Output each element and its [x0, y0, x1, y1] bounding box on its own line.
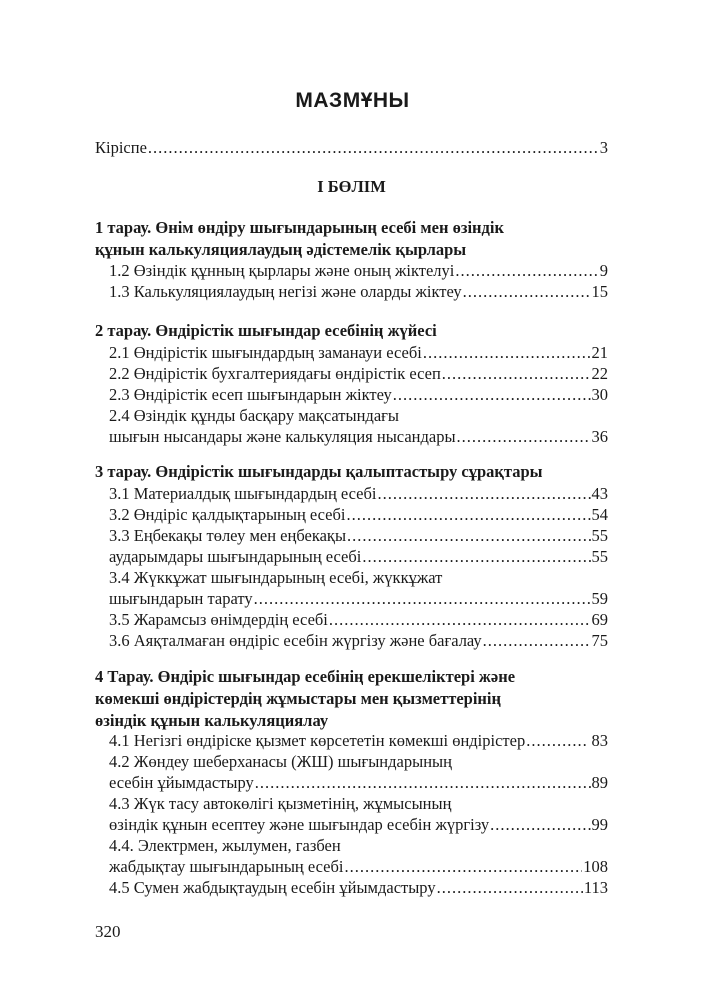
toc-entry-page: 75	[591, 631, 608, 650]
dot-leader	[377, 483, 590, 505]
toc-entry-page: 9	[599, 261, 608, 280]
toc-entry-label: өзіндік құнын есептеу және шығындар есебін жүргізу	[109, 815, 490, 834]
toc-entry-label: 3.3 Еңбекақы төлеу мен еңбекақы	[109, 526, 347, 545]
dot-leader	[393, 384, 591, 406]
chapter-heading-line: өзіндік құнын калькуляциялау	[95, 711, 329, 730]
toc-entry[interactable]	[109, 281, 608, 303]
toc-entry-label: 3.5 Жарамсыз өнімдердің есебі	[109, 610, 328, 629]
toc-entry-page: 99	[591, 815, 608, 834]
toc-entry-page: 15	[591, 282, 608, 301]
dot-leader	[463, 281, 591, 303]
chapter-heading-line: 4 Тарау. Өндіріс шығындар есебінің ерекшеліктері және	[95, 667, 516, 686]
toc-entry[interactable]	[109, 260, 608, 282]
toc-entry-page: 3	[599, 138, 608, 157]
toc-entry-page: 55	[591, 547, 608, 566]
toc-entry-page: 83	[587, 731, 608, 750]
toc-entry-page: 22	[591, 364, 608, 383]
toc-entry[interactable]	[109, 483, 608, 505]
toc-entry[interactable]	[109, 588, 608, 610]
toc-entry-label: Кіріспе	[95, 138, 147, 157]
toc-entry-label: 1.3 Калькуляциялаудың негізі және оларды жіктеу	[109, 282, 462, 301]
toc-entry-label: есебін ұйымдастыру	[109, 773, 254, 792]
toc-entry-label: 4.4. Электрмен, жылумен, газбен	[109, 836, 341, 855]
toc-entry-label: 4.1 Негізгі өндіріске қызмет көрсететін көмекші өндірістер	[109, 731, 526, 750]
chapter-heading-line: 1 тарау. Өнім өндіру шығындарының есебі мен өзіндік	[95, 218, 504, 237]
toc-entry-label: 3.4 Жүккұжат шығындарының есебі, жүккұжат	[109, 568, 443, 587]
toc-entry-label: 3.2 Өндіріс қалдықтарының есебі	[109, 505, 346, 524]
dot-leader	[442, 363, 591, 385]
dot-leader	[437, 877, 583, 899]
toc-entry-page: 89	[591, 773, 608, 792]
toc-entry[interactable]	[109, 609, 608, 631]
toc-entry-label: 1.2 Өзіндік құнның қырлары және оның жіктелуі	[109, 261, 455, 280]
toc-entry[interactable]	[109, 856, 608, 878]
dot-leader	[329, 609, 591, 631]
dot-leader	[455, 260, 598, 282]
chapter-heading[interactable]	[95, 217, 608, 261]
toc-entry[interactable]	[109, 751, 608, 773]
toc-entry-label: 2.3 Өндірістік есеп шығындарын жіктеу	[109, 385, 392, 404]
toc-entry-label: 4.5 Сумен жабдықтаудың есебін ұйымдастыру	[109, 878, 436, 897]
dot-leader	[490, 814, 590, 836]
toc-entry-label: 2.4 Өзіндік құнды басқару мақсатындағы	[109, 406, 399, 425]
chapter-heading-line: 2 тарау. Өндірістік шығындар есебінің жүйесі	[95, 321, 437, 340]
toc-entry[interactable]	[109, 342, 608, 364]
toc-entry-page: 36	[591, 427, 608, 446]
toc-entry[interactable]	[109, 504, 608, 526]
toc-entry-page: 54	[591, 505, 608, 524]
toc-entry[interactable]	[109, 835, 608, 857]
chapter-heading-line: көмекші өндірістердің жұмыстары мен қызметтерінің	[95, 689, 502, 708]
toc-entry-page: 59	[591, 589, 608, 608]
toc-entry-page: 43	[591, 484, 608, 503]
page-title: МАЗМҰНЫ	[295, 89, 410, 112]
dot-leader	[457, 426, 591, 448]
toc-entry-label: аударымдары шығындарының есебі	[109, 547, 362, 566]
toc-entry-label: 2.2 Өндірістік бухгалтериядағы өндірістік есеп	[109, 364, 441, 383]
toc-entry-page: 21	[591, 343, 608, 362]
dot-leader	[362, 546, 590, 568]
toc-entry-label: шығын нысандары және калькуляция нысандары	[109, 427, 456, 446]
toc-entry-page: 113	[583, 878, 608, 897]
dot-leader	[423, 342, 591, 364]
toc-entry-intro[interactable]	[95, 137, 608, 159]
part-title: І БӨЛІМ	[317, 177, 386, 196]
dot-leader	[255, 772, 591, 794]
toc-entry-label: 4.3 Жүк тасу автокөлігі қызметінің, жұмысының	[109, 794, 452, 813]
toc-entry[interactable]	[109, 363, 608, 385]
page-number: 320	[95, 922, 121, 941]
toc-entry[interactable]	[109, 546, 608, 568]
toc-entry[interactable]	[109, 630, 608, 652]
toc-entry-label: 2.1 Өндірістік шығындардың заманауи есебі	[109, 343, 422, 362]
toc-entry[interactable]	[109, 525, 608, 547]
toc-entry[interactable]	[109, 567, 608, 589]
dot-leader	[346, 504, 590, 526]
toc-entry-label: 4.2 Жөндеу шеберханасы (ЖШ) шығындарының	[109, 752, 452, 771]
toc-entry-label: жабдықтау шығындарының есебі	[109, 857, 344, 876]
toc-entry-label: 3.6 Аяқталмаған өндіріс есебін жүргізу және бағалау	[109, 631, 482, 650]
dot-leader	[347, 525, 590, 547]
toc-entry-page: 55	[591, 526, 608, 545]
toc-entry[interactable]	[109, 772, 608, 794]
dot-leader	[254, 588, 591, 610]
chapter-heading[interactable]	[95, 320, 608, 342]
dot-leader	[483, 630, 591, 652]
toc-entry[interactable]	[109, 426, 608, 448]
toc-entry[interactable]	[109, 384, 608, 406]
dot-leader	[148, 137, 599, 159]
dot-leader	[344, 856, 582, 878]
dot-leader	[526, 730, 586, 752]
toc-entry-label: 3.1 Материалдық шығындардың есебі	[109, 484, 377, 503]
toc-entry[interactable]	[109, 793, 608, 815]
toc-entry[interactable]	[109, 814, 608, 836]
toc-entry-page: 108	[583, 857, 608, 876]
toc-entry-page: 69	[591, 610, 608, 629]
chapter-heading-line: 3 тарау. Өндірістік шығындарды қалыптастыру сұрақтары	[95, 462, 543, 481]
chapter-heading[interactable]	[95, 461, 608, 483]
toc-entry[interactable]	[109, 405, 608, 427]
toc-entry-label: шығындарын тарату	[109, 589, 253, 608]
chapter-heading[interactable]	[95, 666, 608, 732]
chapter-heading-line: құнын калькуляциялаудың әдістемелік қырлары	[95, 240, 467, 259]
toc-entry[interactable]	[109, 730, 608, 752]
toc-entry-page: 30	[591, 385, 608, 404]
toc-entry[interactable]	[109, 877, 608, 899]
